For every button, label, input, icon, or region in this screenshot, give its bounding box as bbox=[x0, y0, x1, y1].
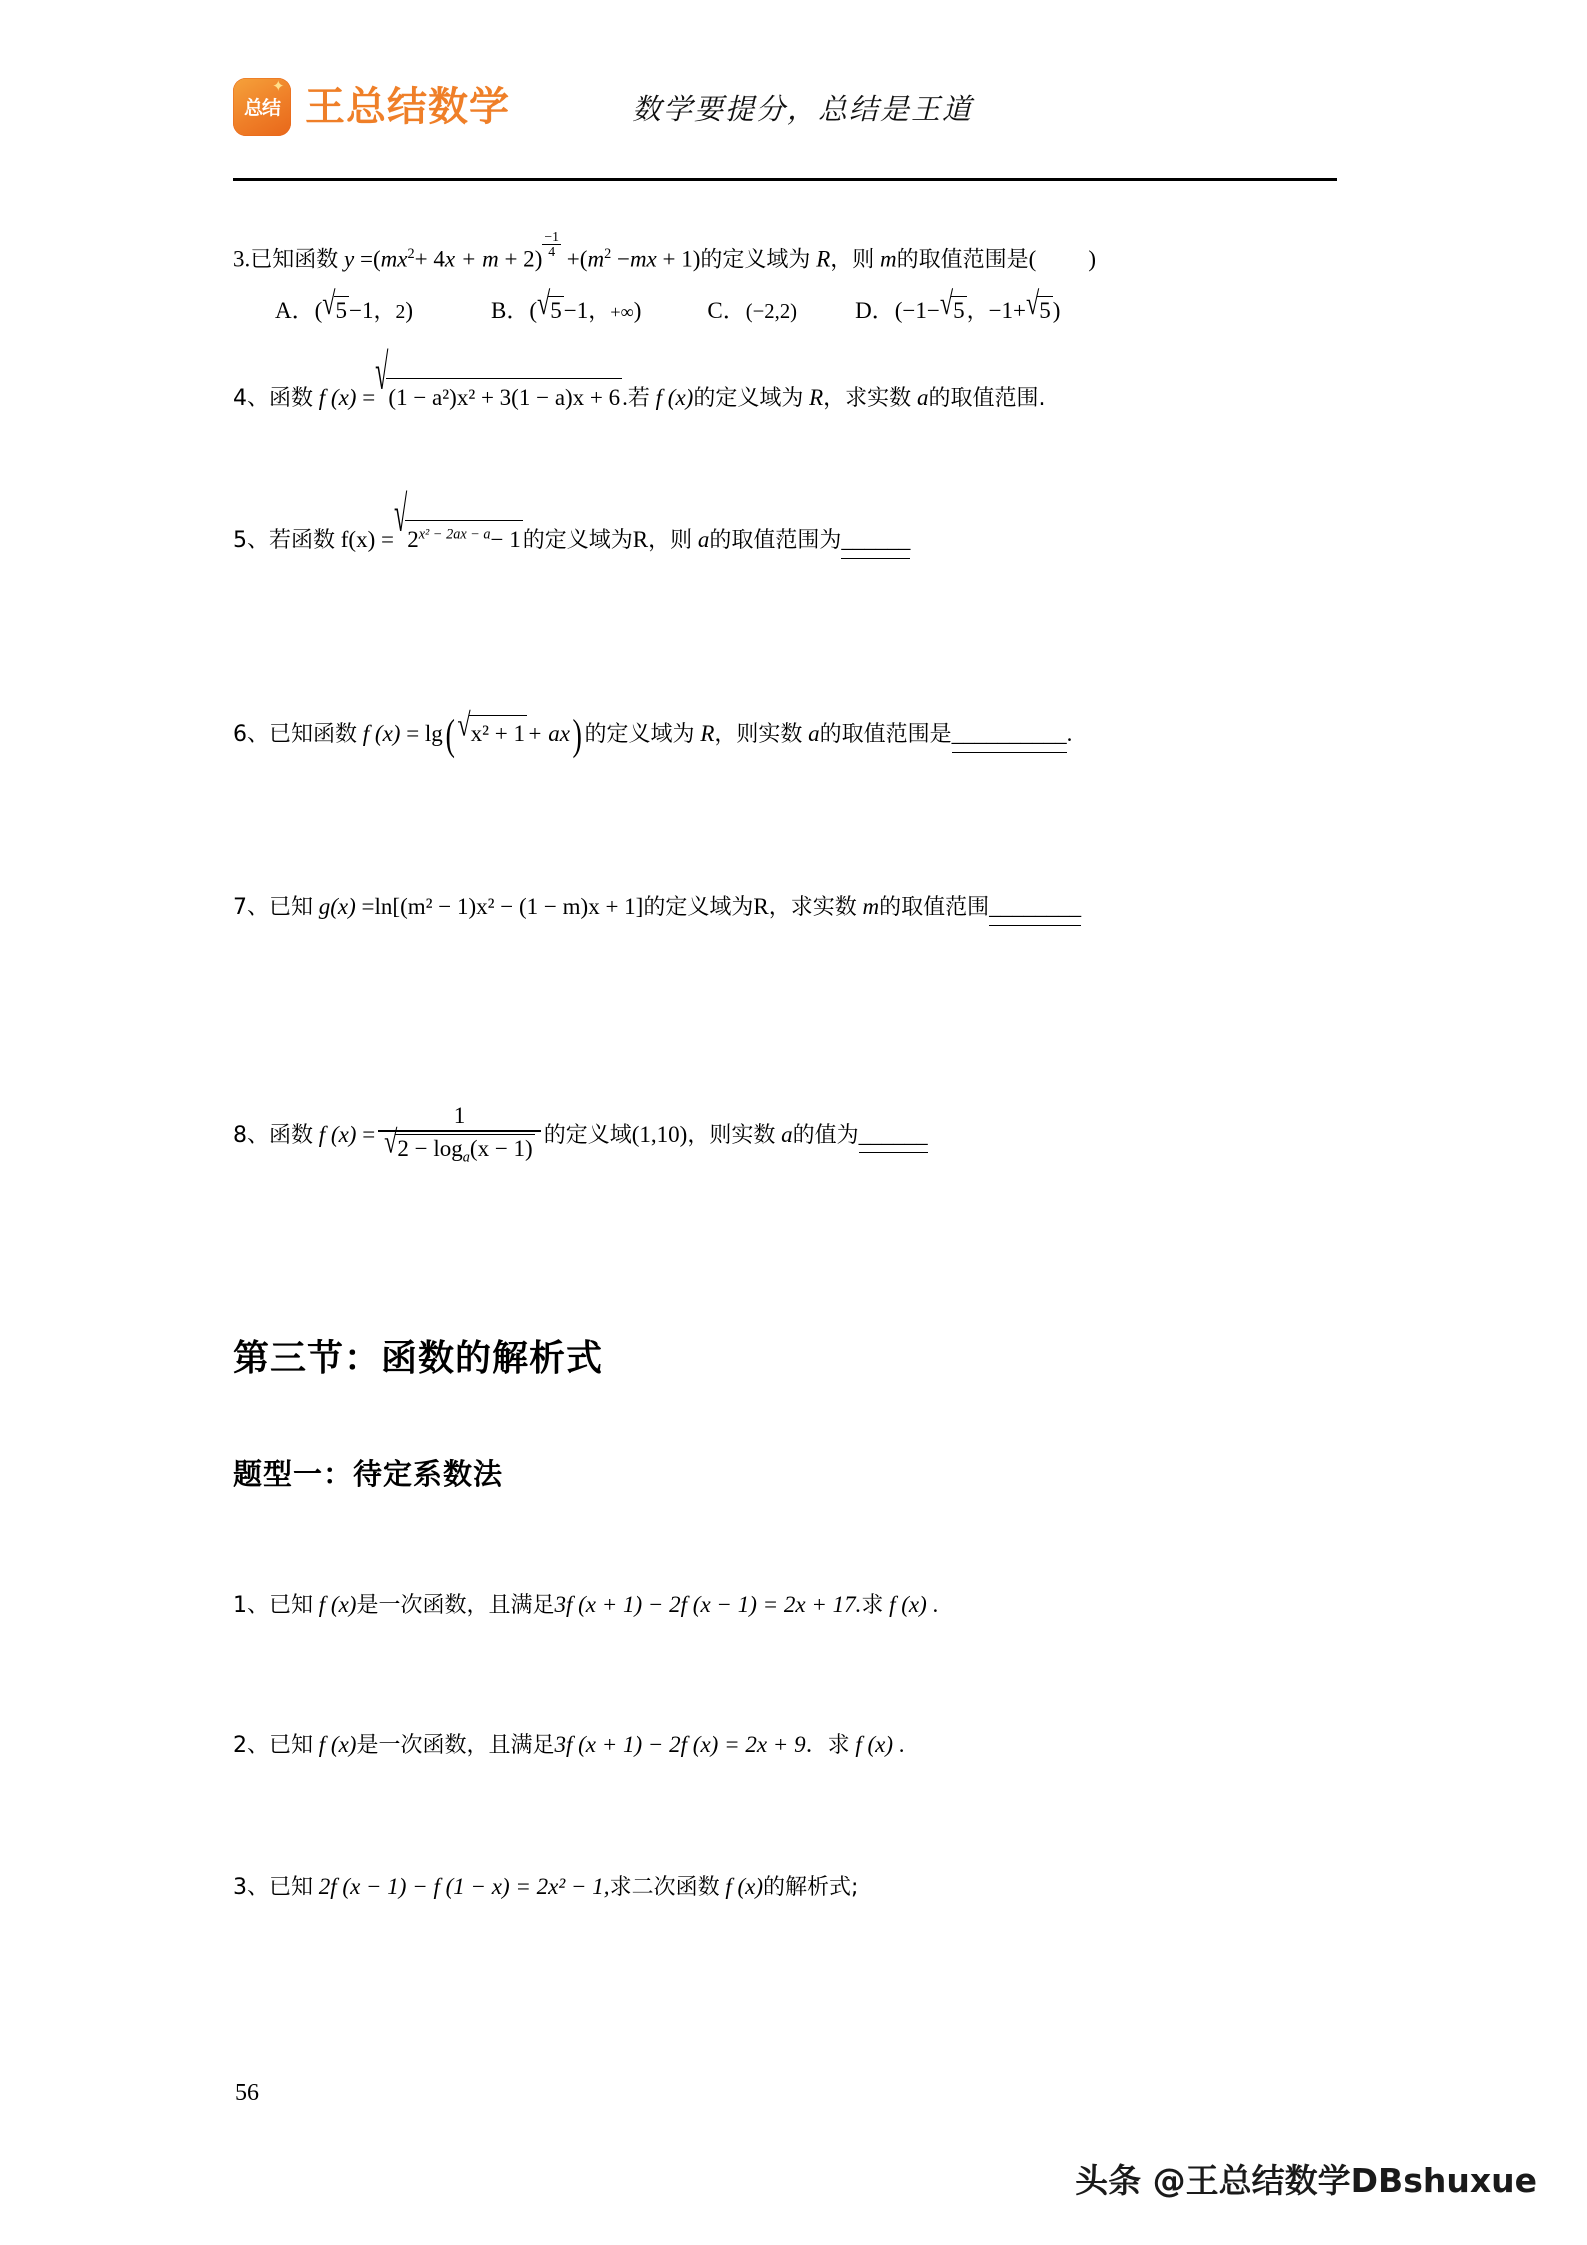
q3-exponent-fraction bbox=[542, 230, 561, 259]
q6-comma: ，则实数 bbox=[714, 722, 803, 747]
q3-paren-close: ) bbox=[1088, 246, 1096, 272]
header-divider bbox=[233, 178, 1337, 181]
q6-sqrt: √x² + 1 bbox=[457, 715, 527, 752]
q3-tail-plus: + bbox=[566, 246, 580, 272]
choice-a-second: 2 bbox=[395, 302, 406, 323]
q3-tail-minus: − bbox=[616, 246, 630, 272]
sparkle-icon: ✦ bbox=[272, 79, 285, 95]
q4-sqrt: √(1 − a²)x² + 3(1 − a)x + 6 bbox=[375, 378, 622, 416]
q4-tail-comma: ，求实数 bbox=[823, 386, 912, 411]
q8-frac-numerator: 1 bbox=[453, 1103, 466, 1128]
q5-comma: ，则 bbox=[648, 528, 693, 553]
question-b1 bbox=[233, 1588, 938, 1623]
question-7 bbox=[233, 890, 1081, 926]
q4-eq: = bbox=[362, 385, 376, 410]
choice-a-label: A． bbox=[275, 298, 315, 323]
q3-suffix: 的取值范围是 bbox=[896, 247, 1029, 273]
choice-a-sqrt: √5 bbox=[322, 285, 348, 323]
logo-mark-icon bbox=[233, 78, 291, 136]
q6-lead: 已知函数 bbox=[269, 722, 358, 747]
header-tagline: 数学要提分，总结是王道 bbox=[632, 93, 974, 126]
q7-ln: ln bbox=[374, 894, 393, 919]
choice-b-sqrt: √5 bbox=[537, 285, 562, 323]
q3-paren-open: ( bbox=[1028, 246, 1037, 272]
q6-paren-open: ( bbox=[445, 711, 455, 760]
q8-frac-denominator bbox=[378, 1123, 541, 1167]
choice-b-label: B． bbox=[490, 298, 530, 323]
choice-c[interactable] bbox=[707, 292, 797, 325]
q5-fx: f(x) bbox=[340, 527, 376, 552]
q3-base-x-exp: 2 bbox=[407, 245, 415, 262]
q3-eq: = bbox=[359, 246, 373, 272]
q3-tail-plus1: + 1 bbox=[662, 246, 693, 272]
q3-var-m: m bbox=[880, 246, 897, 272]
q6-tail: 的取值范围是 bbox=[819, 722, 952, 747]
q3-comma: ，则 bbox=[830, 247, 875, 273]
choice-b[interactable] bbox=[490, 285, 642, 325]
q3-base-plus-m: + m bbox=[460, 246, 499, 272]
q5-number: 5、 bbox=[233, 528, 269, 553]
subsection-heading: 题型一：待定系数法 bbox=[233, 1457, 504, 1491]
q6-number: 6、 bbox=[233, 722, 269, 747]
q5-tail: 的取值范围为 bbox=[709, 528, 842, 553]
qb2-mid2: ．求 bbox=[805, 1733, 850, 1758]
choice-a-comma: ， bbox=[373, 299, 396, 324]
qb3-lead: 已知 bbox=[269, 1875, 314, 1900]
q4-var-a: a bbox=[916, 385, 929, 410]
question-8 bbox=[233, 1105, 928, 1168]
q4-tail-fx: f (x) bbox=[655, 385, 694, 410]
q8-comma: ，则实数 bbox=[687, 1122, 776, 1148]
q3-base-open: ( bbox=[372, 246, 381, 272]
q5-var-a: a bbox=[697, 527, 710, 552]
brand-logo bbox=[233, 78, 510, 136]
q7-tail: 的取值范围 bbox=[879, 895, 990, 920]
q6-fx: f (x) bbox=[362, 721, 401, 746]
qb2-equation: 3f (x + 1) − 2f (x) = 2x + 9 bbox=[554, 1732, 806, 1757]
q8-var-a: a bbox=[781, 1121, 793, 1147]
q5-sqrt: $√2^{x^2 - 2ax - a}- 1$ bbox=[394, 520, 523, 558]
q3-base-x: x bbox=[397, 246, 408, 272]
q8-lead: 函数 bbox=[269, 1122, 314, 1148]
choice-a-close: ) bbox=[405, 298, 413, 323]
q7-body: [(m² − 1)x² − (1 − m)x + 1] bbox=[392, 894, 644, 919]
choice-d-lead2: −1+ bbox=[988, 298, 1027, 323]
section-heading: 第三节：函数的解析式 bbox=[233, 1338, 604, 1379]
q8-mid: 的定义域 bbox=[543, 1122, 632, 1148]
q6-lg: lg bbox=[424, 721, 443, 746]
question-4 bbox=[233, 344, 1046, 416]
q7-eq: = bbox=[361, 894, 375, 919]
q4-fx: f (x) bbox=[318, 385, 357, 410]
choice-d-label: D． bbox=[855, 298, 895, 323]
qb1-number: 1、 bbox=[233, 1593, 269, 1618]
q8-den-rest: (x − 1) bbox=[469, 1135, 533, 1161]
qb3-mid: 求二次函数 bbox=[609, 1875, 720, 1900]
q8-tail: 的值为 bbox=[792, 1122, 859, 1148]
q4-tail-end: 的取值范围. bbox=[928, 386, 1046, 411]
question-5 bbox=[233, 486, 911, 559]
question-3-prefix: 已知函数 bbox=[250, 247, 339, 273]
qb1-lead: 已知 bbox=[269, 1593, 314, 1618]
q8-log-base: a bbox=[462, 1149, 470, 1166]
choice-c-value: −2,2 bbox=[752, 301, 791, 323]
q3-tail-m: m bbox=[587, 246, 605, 272]
qb1-mid: 是一次函数，且满足 bbox=[356, 1593, 555, 1618]
brand-name: 王总结数学 bbox=[305, 84, 510, 130]
q8-fraction bbox=[378, 1103, 541, 1166]
q5-base: 2 bbox=[407, 527, 419, 552]
q8-eq: = bbox=[362, 1121, 376, 1147]
watermark: 头条 @王总结数学DBshuxue bbox=[1075, 2161, 1537, 2200]
qb1-equation: 3f (x + 1) − 2f (x − 1) = 2x + 17. bbox=[554, 1592, 862, 1617]
question-3 bbox=[233, 229, 1096, 277]
q8-den-radicand: 2 − log bbox=[397, 1135, 463, 1161]
q3-tail-close: ) bbox=[692, 246, 701, 272]
q7-answer-blank[interactable]: ________ bbox=[989, 890, 1081, 926]
choice-b-after: −1 bbox=[563, 298, 589, 323]
qb2-fx: f (x) bbox=[318, 1732, 357, 1757]
q8-sqrt: $√2 - \log_a(x - 1)$ bbox=[384, 1123, 533, 1166]
q5-answer-blank[interactable]: ______ bbox=[841, 523, 910, 559]
q4-radicand: (1 − a²)x² + 3(1 − a)x + 6 bbox=[388, 385, 621, 410]
q6-eq: = bbox=[406, 721, 420, 746]
q3-tail-open: ( bbox=[579, 246, 588, 272]
q8-number: 8、 bbox=[233, 1122, 269, 1148]
q4-dot: . bbox=[622, 385, 628, 410]
logo-badge-text: 总结 bbox=[243, 96, 280, 119]
q7-mid: 的定义域为 bbox=[643, 895, 754, 920]
choice-b-comma: ， bbox=[588, 299, 611, 324]
q4-tail-mid: 的定义域为 bbox=[693, 386, 804, 411]
q3-base-close: ) bbox=[534, 246, 543, 272]
q3-var-y: y bbox=[344, 246, 355, 272]
choice-a-after: −1 bbox=[349, 298, 374, 323]
q5-eq: = bbox=[381, 527, 394, 552]
q4-ruo: 若 bbox=[627, 386, 650, 411]
qb1-period: . bbox=[932, 1592, 939, 1617]
q8-fx: f (x) bbox=[318, 1121, 357, 1147]
question-3-number: 3. bbox=[233, 246, 251, 272]
choice-a[interactable] bbox=[275, 285, 413, 325]
q7-var-m: m bbox=[862, 894, 880, 919]
choice-d-open: ( bbox=[894, 298, 903, 323]
choice-d-radicand-2: 5 bbox=[1039, 298, 1051, 323]
q3-base-mid: + 4 bbox=[414, 246, 445, 272]
q4-number: 4、 bbox=[233, 386, 269, 411]
choice-a-radicand: 5 bbox=[335, 298, 348, 323]
question-b3 bbox=[233, 1870, 858, 1905]
q3-base-x2: x bbox=[444, 246, 456, 272]
choice-c-label: C． bbox=[707, 298, 746, 323]
q7-gx: g(x) bbox=[318, 894, 356, 919]
q3-base-plus2: + 2 bbox=[504, 246, 535, 272]
qb2-number: 2、 bbox=[233, 1733, 269, 1758]
choice-d-lead: −1− bbox=[902, 298, 940, 323]
q6-period: . bbox=[1066, 721, 1073, 746]
qb3-tail-fx: f (x) bbox=[725, 1874, 763, 1899]
page-header bbox=[233, 62, 1333, 152]
choice-b-open: ( bbox=[529, 298, 537, 323]
qb1-tail-word: 求 bbox=[861, 1593, 884, 1618]
qb3-tail-end: 的解析式; bbox=[763, 1875, 859, 1900]
q5-exponent: x² − 2ax − a bbox=[418, 526, 491, 543]
page-number: 56 bbox=[235, 2080, 259, 2106]
q7-domain-r: R bbox=[753, 894, 769, 919]
q7-lead: 已知 bbox=[269, 895, 314, 920]
q8-answer-blank[interactable]: ______ bbox=[859, 1118, 928, 1154]
qb2-lead: 已知 bbox=[269, 1733, 314, 1758]
q5-domain-r: R bbox=[632, 527, 649, 552]
q3-mid-text: 的定义域为 bbox=[700, 247, 811, 273]
question-3-choices bbox=[275, 285, 1061, 325]
q6-domain-r: R bbox=[700, 721, 715, 746]
q6-radicand: x² + 1 bbox=[470, 721, 525, 746]
question-6 bbox=[233, 707, 1073, 760]
choice-b-second: +∞ bbox=[610, 302, 634, 322]
qb1-tail-fx: f (x) bbox=[889, 1592, 927, 1617]
q6-plus-ax: + ax bbox=[527, 721, 570, 746]
q6-paren-close: ) bbox=[572, 711, 582, 760]
q5-lead: 若函数 bbox=[269, 528, 336, 553]
q3-tail-m-exp: 2 bbox=[604, 245, 612, 262]
q4-domain-r: R bbox=[809, 385, 824, 410]
choice-d[interactable] bbox=[855, 285, 1061, 325]
qb2-tail-fx: f (x) bbox=[855, 1732, 894, 1757]
choice-d-sqrt-1: √5 bbox=[939, 285, 965, 323]
qb2-mid: 是一次函数，且满足 bbox=[356, 1733, 555, 1758]
q6-var-a: a bbox=[808, 721, 820, 746]
choice-b-radicand: 5 bbox=[550, 298, 562, 323]
q6-mid: 的定义域为 bbox=[584, 722, 695, 747]
q4-word: 函数 bbox=[269, 386, 314, 411]
q3-domain-r: R bbox=[816, 246, 831, 272]
choice-d-comma: ， bbox=[966, 299, 989, 324]
qb3-equation: 2f (x − 1) − f (1 − x) = 2x² − 1, bbox=[318, 1874, 610, 1899]
choice-b-close: ) bbox=[633, 298, 642, 323]
choice-d-radicand-1: 5 bbox=[953, 298, 965, 323]
choice-d-sqrt-2: √5 bbox=[1026, 285, 1051, 323]
qb1-fx: f (x) bbox=[318, 1592, 357, 1617]
choice-c-open: ( bbox=[745, 301, 753, 323]
q3-exp-num: −1 bbox=[544, 229, 560, 244]
q5-minus-one: − 1 bbox=[490, 527, 521, 552]
q3-exp-den: 4 bbox=[542, 244, 561, 259]
q6-answer-blank[interactable]: __________ bbox=[952, 717, 1067, 753]
q7-comma: ，求实数 bbox=[768, 895, 857, 920]
q7-number: 7、 bbox=[233, 895, 269, 920]
question-b2 bbox=[233, 1728, 905, 1763]
choice-a-open: ( bbox=[314, 298, 323, 323]
q8-interval: (1,10) bbox=[631, 1121, 688, 1147]
qb2-period: . bbox=[898, 1732, 905, 1757]
q5-mid: 的定义域为 bbox=[522, 528, 633, 553]
q3-base-m: m bbox=[380, 246, 398, 272]
q3-tail-mx: mx bbox=[629, 246, 657, 272]
qb3-number: 3、 bbox=[233, 1875, 269, 1900]
choice-c-close: ) bbox=[790, 301, 798, 323]
choice-d-close: ) bbox=[1052, 298, 1061, 323]
